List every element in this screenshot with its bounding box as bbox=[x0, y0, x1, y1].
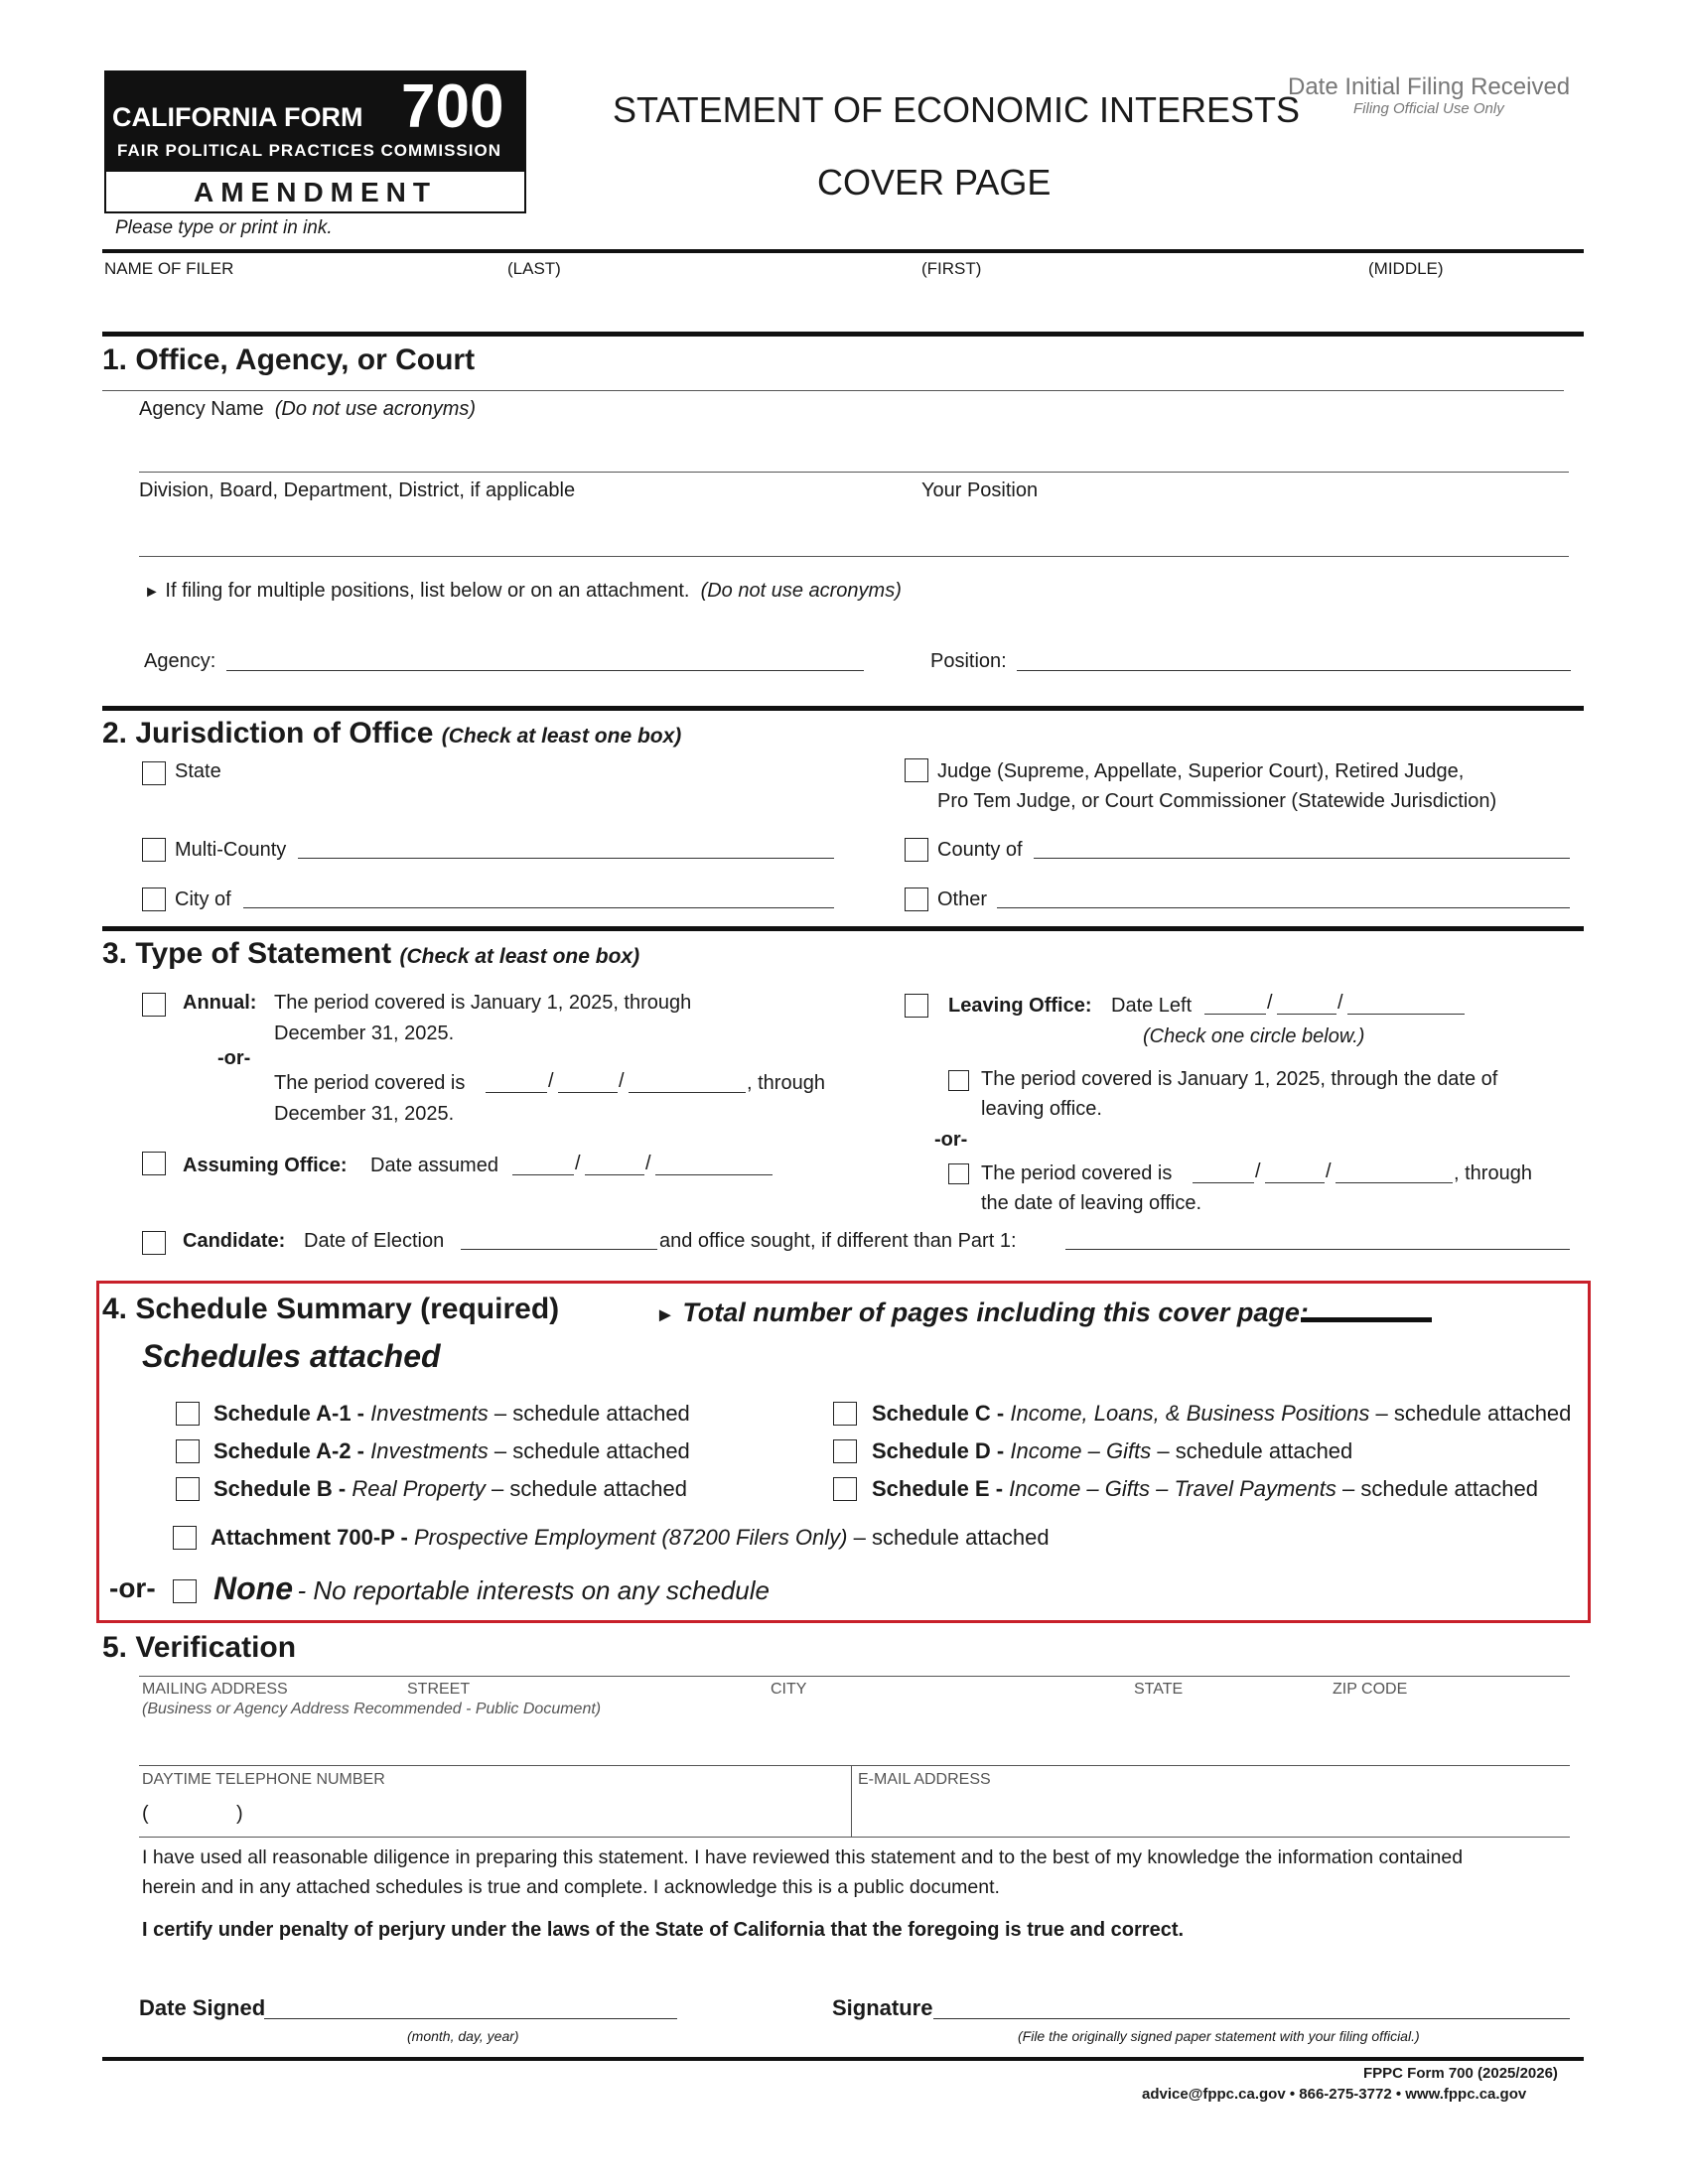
ink-instruction: Please type or print in ink. bbox=[115, 217, 333, 238]
total-pages-label: ► Total number of pages including this cover page: bbox=[655, 1297, 1309, 1327]
section3-title: 3. Type of Statement (Check at least one box) bbox=[102, 937, 640, 970]
signature-note: (File the originally signed paper statement with your filing official.) bbox=[1018, 2028, 1420, 2044]
your-position-label: Your Position bbox=[921, 479, 1039, 501]
mailing-address-input[interactable] bbox=[139, 1722, 1570, 1762]
schedule-a2-checkbox[interactable] bbox=[176, 1439, 200, 1463]
mailing-address-label: MAILING ADDRESS bbox=[142, 1681, 288, 1698]
assuming-office-checkbox[interactable] bbox=[142, 1152, 166, 1175]
assuming-office-label: Assuming Office: bbox=[183, 1155, 348, 1176]
office-sought-input[interactable] bbox=[1065, 1249, 1570, 1250]
other-label: Other bbox=[937, 888, 988, 910]
page-title: STATEMENT OF ECONOMIC INTERESTS bbox=[613, 89, 1301, 130]
annual-text-line2: December 31, 2025. bbox=[274, 1023, 455, 1044]
candidate-label: Candidate: bbox=[183, 1230, 286, 1252]
date-of-election-label: Date of Election bbox=[304, 1230, 445, 1252]
rule bbox=[102, 332, 1584, 337]
date-of-election-input[interactable] bbox=[461, 1249, 657, 1250]
schedule-e-checkbox[interactable] bbox=[833, 1477, 857, 1501]
page-subtitle: COVER PAGE bbox=[817, 162, 1052, 203]
last-name-label: (LAST) bbox=[507, 259, 561, 278]
phone-paren-close: ) bbox=[236, 1803, 243, 1825]
leaving-option2-label: The period covered is bbox=[981, 1162, 1173, 1184]
rule bbox=[102, 249, 1584, 253]
rule bbox=[139, 1765, 1570, 1766]
phone-label: DAYTIME TELEPHONE NUMBER bbox=[142, 1771, 385, 1788]
rule bbox=[139, 556, 1569, 557]
email-input[interactable] bbox=[858, 1793, 1563, 1833]
diligence-statement-line1: I have used all reasonable diligence in preparing this statement. I have reviewed this statement and to the best of my knowledge the information contained bbox=[142, 1846, 1464, 1868]
county-of-label: County of bbox=[937, 839, 1023, 861]
date-left-day-input[interactable] bbox=[1277, 1014, 1336, 1015]
zip-code-label: ZIP CODE bbox=[1333, 1681, 1408, 1698]
state-checkbox[interactable] bbox=[142, 761, 166, 785]
schedule-b-checkbox[interactable] bbox=[176, 1477, 200, 1501]
judge-label-line1: Judge (Supreme, Appellate, Superior Court), Retired Judge, bbox=[937, 760, 1465, 782]
leaving-start-month-input[interactable] bbox=[1193, 1182, 1254, 1183]
street-label: STREET bbox=[407, 1681, 471, 1698]
schedules-attached-label: Schedules attached bbox=[142, 1338, 441, 1374]
rule bbox=[139, 472, 1569, 473]
amendment-label: AMENDMENT bbox=[194, 177, 437, 207]
schedule-a2-label: Schedule A-2 - Investments – schedule attached bbox=[213, 1438, 690, 1463]
division-input[interactable] bbox=[139, 506, 914, 554]
footer-form-id: FPPC Form 700 (2025/2026) bbox=[1363, 2065, 1558, 2082]
date-slash: / bbox=[1337, 992, 1343, 1014]
leaving-office-label: Leaving Office: bbox=[948, 995, 1092, 1017]
judge-checkbox[interactable] bbox=[905, 758, 928, 782]
schedule-b-label: Schedule B - Real Property – schedule attached bbox=[213, 1476, 687, 1501]
form-label: CALIFORNIA FORM bbox=[112, 102, 363, 132]
rule bbox=[102, 926, 1584, 931]
month-day-year-note: (month, day, year) bbox=[407, 2028, 519, 2044]
name-input[interactable] bbox=[104, 283, 1584, 328]
division-label: Division, Board, Department, District, if applicable bbox=[139, 479, 576, 501]
period-start-day-input[interactable] bbox=[558, 1092, 618, 1093]
certify-statement: I certify under penalty of perjury under the laws of the State of California that the foregoing is true and correct. bbox=[142, 1919, 1185, 1941]
date-left-label: Date Left bbox=[1111, 995, 1193, 1017]
agency-name-input[interactable] bbox=[139, 425, 1564, 471]
date-assumed-label: Date assumed bbox=[370, 1155, 498, 1176]
rule bbox=[139, 1676, 1570, 1677]
date-left-year-input[interactable] bbox=[1347, 1014, 1465, 1015]
email-label: E-MAIL ADDRESS bbox=[858, 1771, 991, 1788]
annual-checkbox[interactable] bbox=[142, 993, 166, 1017]
through-label: , through bbox=[1454, 1162, 1532, 1184]
schedule-d-checkbox[interactable] bbox=[833, 1439, 857, 1463]
multi-county-checkbox[interactable] bbox=[142, 838, 166, 862]
county-of-input[interactable] bbox=[1034, 858, 1570, 859]
multiple-positions-note: ► If filing for multiple positions, list below or on an attachment. (Do not use acronyms) bbox=[144, 580, 902, 602]
rule bbox=[139, 1837, 1570, 1838]
name-of-filer-label: NAME OF FILER bbox=[104, 259, 234, 278]
county-of-checkbox[interactable] bbox=[905, 838, 928, 862]
schedule-a1-checkbox[interactable] bbox=[176, 1402, 200, 1426]
position-field-input[interactable] bbox=[1017, 670, 1571, 671]
date-signed-label: Date Signed bbox=[139, 1995, 266, 2020]
dec31-label: December 31, 2025. bbox=[274, 1103, 455, 1125]
schedule-c-label: Schedule C - Income, Loans, & Business Positions – schedule attached bbox=[872, 1401, 1572, 1426]
official-use-label: Filing Official Use Only bbox=[1353, 100, 1504, 117]
attachment-700p-label: Attachment 700-P - Prospective Employment (87200 Filers Only) – schedule attached bbox=[211, 1525, 1050, 1550]
date-slash: / bbox=[1255, 1160, 1261, 1182]
arrow-icon: ► bbox=[655, 1304, 675, 1326]
mailing-address-note: (Business or Agency Address Recommended - Public Document) bbox=[142, 1701, 602, 1717]
city-of-checkbox[interactable] bbox=[142, 887, 166, 911]
form-number: 700 bbox=[401, 72, 504, 141]
date-assumed-month-input[interactable] bbox=[512, 1174, 574, 1175]
or-separator: -or- bbox=[934, 1129, 968, 1151]
date-slash: / bbox=[575, 1153, 581, 1174]
diligence-statement-line2: herein and in any attached schedules is true and complete. I acknowledge this is a public document. bbox=[142, 1876, 1000, 1898]
section4-title: 4. Schedule Summary (required) bbox=[102, 1293, 560, 1325]
total-pages-input[interactable] bbox=[1301, 1317, 1432, 1322]
city-of-input[interactable] bbox=[243, 907, 834, 908]
leaving-option1-line1: The period covered is January 1, 2025, through the date of bbox=[981, 1068, 1498, 1090]
section5-title: 5. Verification bbox=[102, 1631, 297, 1664]
date-slash: / bbox=[548, 1070, 554, 1092]
signature-label: Signature bbox=[832, 1995, 933, 2020]
leaving-office-checkbox[interactable] bbox=[905, 994, 928, 1018]
other-checkbox[interactable] bbox=[905, 887, 928, 911]
leaving-option2-line2: the date of leaving office. bbox=[981, 1192, 1202, 1214]
agency-field-label: Agency: bbox=[144, 650, 216, 672]
multi-county-label: Multi-County bbox=[175, 839, 287, 861]
through-label: , through bbox=[747, 1072, 825, 1094]
middle-name-label: (MIDDLE) bbox=[1368, 259, 1444, 278]
other-input[interactable] bbox=[997, 907, 1570, 908]
none-label: None - No reportable interests on any schedule bbox=[213, 1570, 770, 1606]
attachment-700p-checkbox[interactable] bbox=[173, 1526, 197, 1550]
period-covered-label: The period covered is bbox=[274, 1072, 466, 1094]
or-separator: -or- bbox=[109, 1572, 156, 1603]
leaving-option2-checkbox[interactable] bbox=[948, 1163, 969, 1184]
date-slash: / bbox=[645, 1153, 651, 1174]
annual-text-line1: The period covered is January 1, 2025, through bbox=[274, 992, 692, 1014]
annual-label: Annual: bbox=[183, 992, 257, 1014]
city-of-label: City of bbox=[175, 888, 231, 910]
schedule-a1-label: Schedule A-1 - Investments – schedule attached bbox=[213, 1401, 690, 1426]
section2-title: 2. Jurisdiction of Office (Check at least one box) bbox=[102, 717, 682, 750]
office-sought-label: and office sought, if different than Part 1: bbox=[659, 1230, 1017, 1252]
field-divider bbox=[851, 1765, 852, 1837]
state-label: STATE bbox=[1134, 1681, 1184, 1698]
date-received-label: Date Initial Filing Received bbox=[1288, 73, 1571, 100]
period-start-month-input[interactable] bbox=[486, 1092, 547, 1093]
footer-contact: advice@fppc.ca.gov • 866-275-3772 • www.fppc.ca.gov bbox=[1142, 2086, 1527, 2103]
rule bbox=[102, 390, 1564, 391]
date-assumed-day-input[interactable] bbox=[585, 1174, 644, 1175]
candidate-checkbox[interactable] bbox=[142, 1231, 166, 1255]
multi-county-input[interactable] bbox=[298, 858, 834, 859]
date-signed-input[interactable] bbox=[264, 2018, 677, 2019]
your-position-input[interactable] bbox=[921, 506, 1567, 554]
period-start-year-input[interactable] bbox=[629, 1092, 746, 1093]
arrow-icon: ► bbox=[144, 584, 160, 601]
leaving-start-day-input[interactable] bbox=[1265, 1182, 1325, 1183]
date-assumed-year-input[interactable] bbox=[655, 1174, 773, 1175]
schedule-d-label: Schedule D - Income – Gifts – schedule attached bbox=[872, 1438, 1353, 1463]
schedule-e-label: Schedule E - Income – Gifts – Travel Payments – schedule attached bbox=[872, 1476, 1538, 1501]
position-field-label: Position: bbox=[930, 650, 1007, 672]
leaving-start-year-input[interactable] bbox=[1336, 1182, 1453, 1183]
date-slash: / bbox=[619, 1070, 625, 1092]
phone-input[interactable] bbox=[154, 1799, 233, 1829]
or-separator: -or- bbox=[217, 1047, 251, 1069]
rule bbox=[102, 2057, 1584, 2061]
state-label: State bbox=[175, 760, 221, 782]
commission-name: FAIR POLITICAL PRACTICES COMMISSION bbox=[117, 141, 501, 160]
rule bbox=[102, 706, 1584, 711]
date-left-month-input[interactable] bbox=[1204, 1014, 1266, 1015]
city-label: CITY bbox=[771, 1681, 807, 1698]
agency-field-input[interactable] bbox=[226, 670, 864, 671]
judge-label-line2: Pro Tem Judge, or Court Commissioner (Statewide Jurisdiction) bbox=[937, 790, 1497, 812]
schedule-c-checkbox[interactable] bbox=[833, 1402, 857, 1426]
first-name-label: (FIRST) bbox=[921, 259, 982, 278]
leaving-option1-line2: leaving office. bbox=[981, 1098, 1102, 1120]
leaving-option1-checkbox[interactable] bbox=[948, 1070, 969, 1091]
date-slash: / bbox=[1326, 1160, 1332, 1182]
agency-name-label: Agency Name (Do not use acronyms) bbox=[139, 398, 477, 420]
check-circle-note: (Check one circle below.) bbox=[1143, 1025, 1365, 1047]
phone-paren-open: ( bbox=[142, 1803, 149, 1825]
signature-input[interactable] bbox=[933, 2018, 1570, 2019]
section1-title: 1. Office, Agency, or Court bbox=[102, 343, 476, 376]
date-slash: / bbox=[1267, 992, 1273, 1014]
none-checkbox[interactable] bbox=[173, 1579, 197, 1603]
